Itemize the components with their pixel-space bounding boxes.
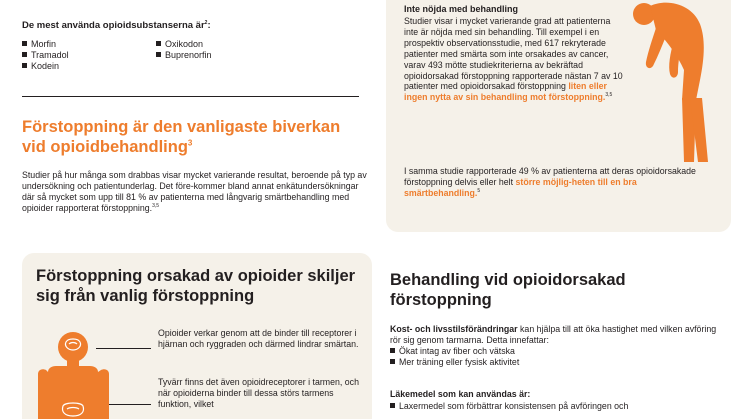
divider (22, 96, 359, 97)
dissatisfied-title: Inte nöjda med behandling (404, 4, 519, 14)
list-item: Laxermedel som förbättrar konsistensen på avföringen och (390, 401, 628, 412)
list-item: Morfin (22, 39, 56, 50)
treatment-heading: Behandling vid opioidorsakad förstoppning (390, 271, 626, 309)
constipation-heading: Förstoppning är den vanligaste biverkan vid opioidbehandling$^3$ (22, 118, 341, 156)
substances-heading: De mest använda opioidsubstanserna $är^2$: (22, 19, 211, 31)
dissatisfied-paragraph-2: I samma studie rapporterade 49 % av patienterna att deras opioidorsakade förstoppning delvis eller helt större möjlig-heten till en bra smärtbehandling.$^5$ (404, 166, 696, 198)
person-body-icon (36, 330, 111, 419)
list-item: Oxikodon (156, 39, 203, 50)
difference-heading: Förstoppning orsakad av opioider skiljer sig från vanlig förstoppning (36, 267, 356, 305)
drugs-heading: Läkemedel som kan användas är: (390, 389, 531, 399)
list-item: Ökat intag av fiber och vätska (390, 346, 515, 357)
treatment-paragraph: Kost- och livsstilsförändringar kan hjälpa till att öka hastighet med vilken avföring rör sig genom tarmarna. Detta innefattar: (390, 324, 717, 345)
person-bent-over-icon (622, 0, 732, 165)
difference-paragraph-1: Opioider verkar genom att de binder till receptorer i hjärnan och ryggraden och därmed lindrar smärtan. (158, 328, 359, 349)
list-item: Kodein (22, 61, 59, 72)
difference-paragraph-2: Tyvärr finns det även opioidreceptorer i tarmen, och när opioiderna binder till dessa störs tarmens funktion, vilket (158, 377, 359, 409)
list-item: Buprenorfin (156, 50, 212, 61)
dissatisfied-paragraph-1: Studier visar i mycket varierande grad att patienterna inte är nöjda med sin behandling. Till exempel i en prospektiv observationsstudie, med 617 rekryterade patienter med smärta som inte orsakades av cancer, varav 493 mötte studiekriterierna av bekräftad opioidorsakad förstoppning rapporterade nästan 7 av 10 patienter med opioidorsakad förstoppning liten eller ingen nytta av sin behandling mot förstoppning.$^{3,5}$ (404, 16, 623, 103)
list-item: Tramadol (22, 50, 69, 61)
list-item: Mer träning eller fysisk aktivitet (390, 357, 519, 368)
constipation-paragraph: Studier på hur många som drabbas visar mycket varierande resultat, beroende på typ av undersökning och patientunderlag. Det före-kommer bland annat enkätundersökningar där så mycket som upp till 81 % av patienterna med långvarig smärtbehandling med opioider rapporterat förstoppning.$^{3,5}$ (22, 170, 367, 213)
